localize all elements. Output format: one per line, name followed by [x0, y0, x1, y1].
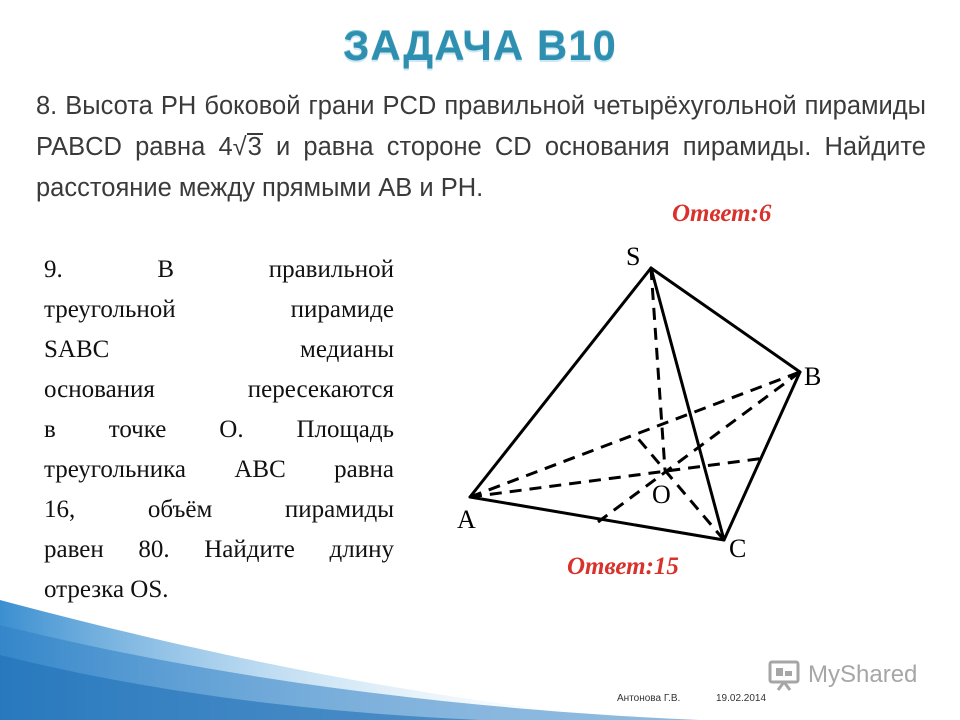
- footer-author: Антонова Г.В.: [617, 693, 681, 704]
- median-B: [598, 372, 800, 522]
- edge-AC: [470, 497, 724, 540]
- problem-9-line: в точке О. Площадь: [44, 416, 394, 443]
- problem-9-line: треугольной пирамиде: [44, 296, 394, 323]
- sqrt-argument: 3: [247, 133, 262, 161]
- brand-name: MyShared: [808, 661, 918, 688]
- problem-9-line: SABC медианы: [44, 336, 394, 363]
- problem-8-text-before: 8. Высота PH боковой грани PCD правильной четырёхугольной пирамиды PABCD равна 4: [36, 92, 926, 161]
- slide-title: ЗАДАЧА В10: [343, 22, 617, 69]
- myshared-logo: [768, 657, 917, 693]
- presentation-screen-icon: [768, 659, 800, 691]
- problem-9-line: треугольника ABC равна: [44, 456, 394, 483]
- sqrt-symbol: √3: [232, 133, 262, 161]
- vertex-label-C: C: [729, 534, 747, 563]
- problem-9-line: 16, объём пирамиды: [44, 496, 394, 523]
- problem-9-line: равен 80. Найдите длину: [44, 536, 394, 563]
- median-A: [470, 458, 765, 497]
- problem-9-line: отрезка OS.: [44, 576, 169, 603]
- vertex-label-A: A: [457, 505, 476, 534]
- problem-9-line: 9. В правильной: [44, 256, 394, 283]
- vertex-label-S: S: [626, 242, 641, 271]
- vertex-label-O: O: [652, 480, 671, 509]
- problem-9-line: основания пересекаются: [44, 376, 394, 403]
- footer-date: 19.02.2014: [716, 693, 767, 704]
- edge-SA: [470, 268, 651, 497]
- vertex-label-B: B: [804, 362, 822, 391]
- answer-9: Ответ:15: [567, 553, 679, 580]
- problem-8-text-after: и равна стороне CD основания пирамиды. Найдите расстояние между прямыми AB и PH.: [36, 133, 926, 202]
- answer-8: Ответ:6: [672, 200, 772, 227]
